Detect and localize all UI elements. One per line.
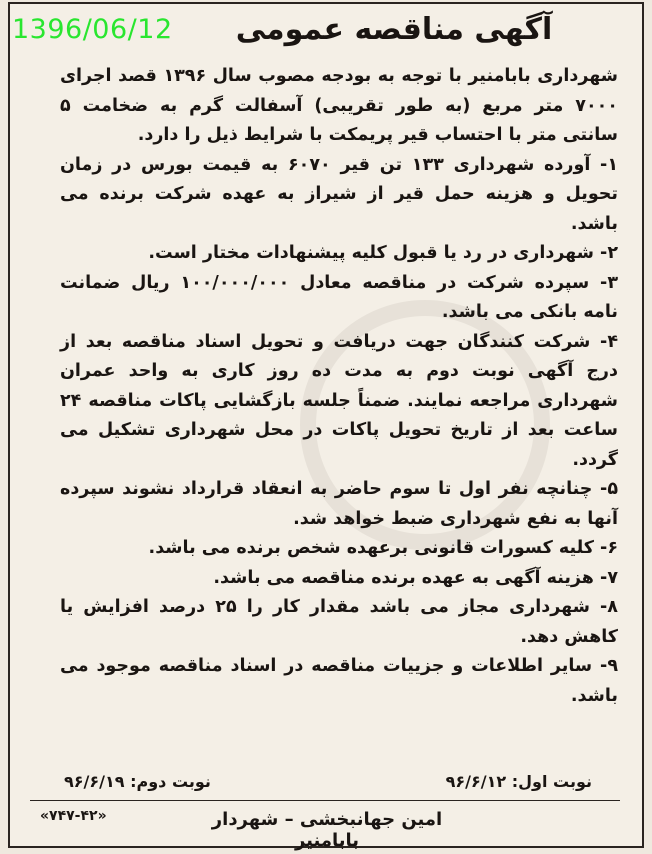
condition-item-3: ۳- سپرده شرکت در مناقصه معادل ۱۰۰/۰۰۰/۰۰۰ ریال ضمانت نامه بانکی می باشد. (60, 272, 618, 322)
condition-item-4: ۴- شرکت کنندگان جهت دریافت و تحویل اسناد مناقصه بعد از درج آگهی نوبت دوم به مدت ده روز کاری به واحد عمران شهرداری مراجعه نمایند. ضمناً جلسه بازگشایی پاکات مناقصه ۲۴ ساعت بعد از تاریخ تحویل پاکات در محل شهرداری تشکیل می گردد. (60, 331, 618, 470)
first-notice-date: نوبت اول: ۹۶/۶/۱۲ (445, 772, 592, 791)
footer-divider (30, 800, 620, 801)
condition-item-8: ۸- شهرداری مجاز می باشد مقدار کار را ۲۵ درصد افزایش یا کاهش دهد. (60, 597, 618, 647)
condition-item-6: ۶- کلیه کسورات قانونی برعهده شخص برنده می باشد. (148, 538, 618, 558)
notice-title: آگهی مناقصه عمومی (235, 12, 553, 47)
condition-item-9: ۹- سایر اطلاعات و جزییات مناقصه در اسناد مناقصه موجود می باشد. (60, 656, 618, 706)
intro-paragraph: شهرداری بابامنیر با توجه به بودجه مصوب سال ۱۳۹۶ قصد اجرای ۷۰۰۰ متر مربع (به طور تقریبی) آسفالت گرم به ضخامت ۵ سانتی متر با احتساب قیر پریمکت با شرایط ذیل را دارد. (60, 66, 619, 145)
condition-item-7: ۷- هزینه آگهی به عهده برنده مناقصه می باشد. (213, 567, 618, 588)
date-stamp: 1396/06/12 (12, 14, 173, 45)
condition-item-1: ۱- آورده شهرداری ۱۳۳ تن قیر ۶۰۷۰ به قیمت بورس در زمان تحویل و هزینه حمل قیر از شیراز به عهده شرکت برنده می باشد. (60, 154, 619, 234)
notice-body (60, 62, 618, 711)
condition-item-2: ۲- شهرداری در رد یا قبول کلیه پیشنهادات مختار است. (148, 243, 618, 263)
signature-line: امین جهانبخشی – شهردار بابامنیر (211, 809, 443, 851)
notice-code: «۷۴۷-۴۲» (40, 808, 107, 824)
second-notice-date: نوبت دوم: ۹۶/۶/۱۹ (64, 772, 211, 791)
condition-item-5: ۵- چنانچه نفر اول تا سوم حاضر به انعقاد قرارداد نشوند سپرده آنها به نفع شهرداری ضبط خواهد شد. (60, 479, 618, 529)
